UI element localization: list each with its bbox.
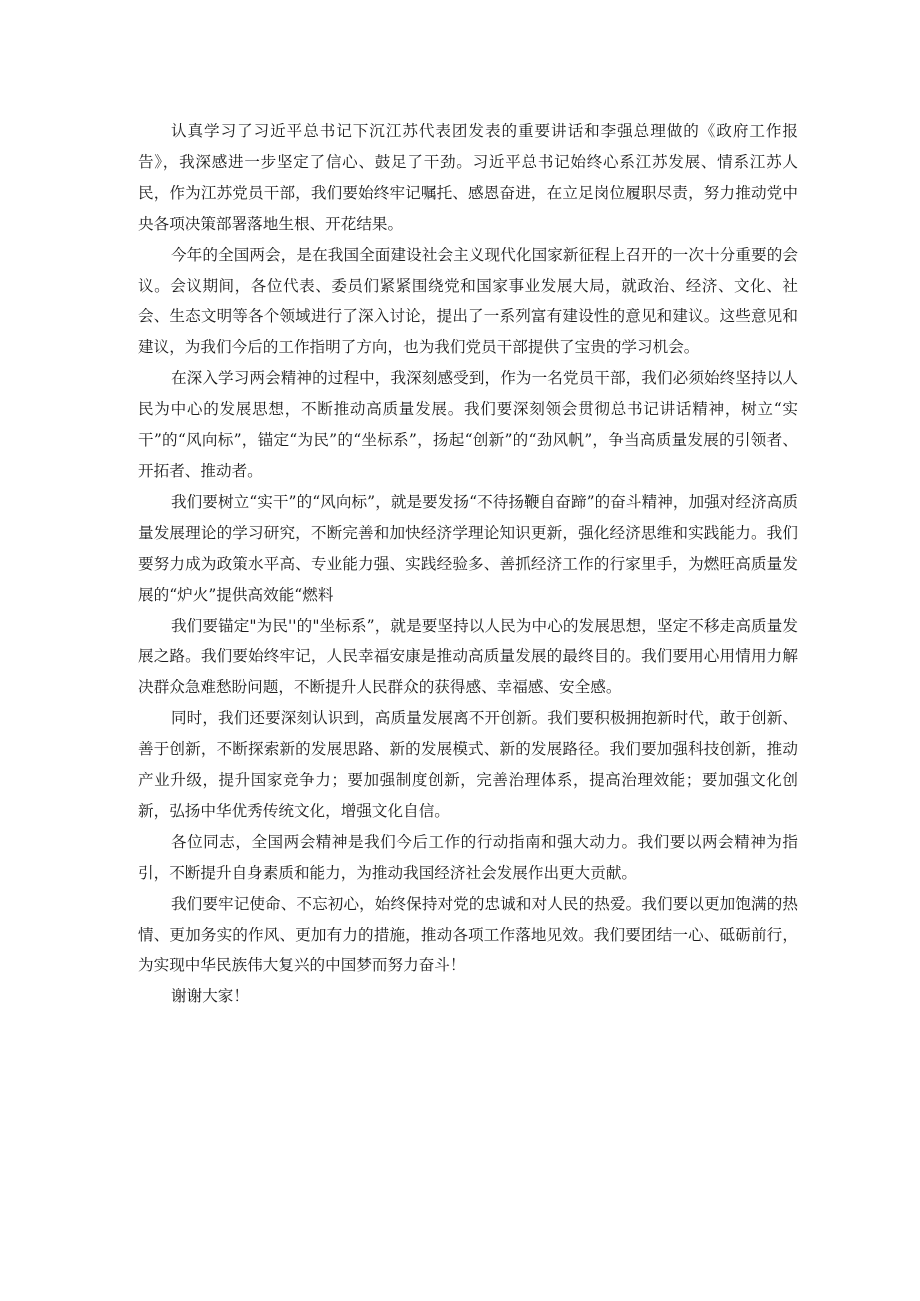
paragraph-4: 我们要树立“实干”的“风向标”，就是要发扬“不待扬鞭自奋蹄”的奋斗精神，加强对经济高质量发展理论的学习研究，不断完善和加快经济学理论知识更新，强化经济思维和实践能力。我们要努力成为政策水平高、专业能力强、实践经验多、善抓经济工作的行家里手，为燃旺高质量发展的“炉火”提供高效能“燃料 <box>138 492 798 604</box>
paragraph-2: 今年的全国两会，是在我国全面建设社会主义现代化国家新征程上召开的一次十分重要的会议。会议期间，各位代表、委员们紧紧围绕党和国家事业发展大局，就政治、经济、文化、社会、生态文明等各个领域进行了深入讨论，提出了一系列富有建设性的意见和建议。这些意见和建议，为我们今后的工作指明了方向，也为我们党员干部提供了宝贵的学习机会。 <box>138 245 798 357</box>
paragraph-6: 同时，我们还要深刻认识到，高质量发展离不开创新。我们要积极拥抱新时代，敢于创新、善于创新，不断探索新的发展思路、新的发展模式、新的发展路径。我们要加强科技创新，推动产业升级，提升国家竞争力；要加强制度创新，完善治理体系，提高治理效能；要加强文化创新，弘扬中华优秀传统文化，增强文化自信。 <box>138 709 798 820</box>
closing-line: 谢谢大家！ <box>171 987 249 1006</box>
paragraph-7: 各位同志，全国两会精神是我们今后工作的行动指南和强大动力。我们要以两会精神为指引，不断提升自身素质和能力，为推动我国经济社会发展作出更大贡献。 <box>138 832 798 882</box>
paragraph-3: 在深入学习两会精神的过程中，我深刻感受到，作为一名党员干部，我们必须始终坚持以人民为中心的发展思想，不断推动高质量发展。我们要深刻领会贯彻总书记讲话精神，树立“实干”的“风向标”，锚定“为民”的“坐标系”，扬起“创新”的“劲风帆”，争当高质量发展的引领者、开拓者、推动者。 <box>138 369 798 480</box>
paragraph-8: 我们要牢记使命、不忘初心，始终保持对党的忠诚和对人民的热爱。我们要以更加饱满的热情、更加务实的作风、更加有力的措施，推动各项工作落地见效。我们要团结一心、砥砺前行，为实现中华民族伟大复兴的中国梦而努力奋斗！ <box>138 894 798 975</box>
paragraph-1: 认真学习了习近平总书记下沉江苏代表团发表的重要讲话和李强总理做的《政府工作报告》，我深感进一步坚定了信心、鼓足了干劲。习近平总书记始终心系江苏发展、情系江苏人民，作为江苏党员干部，我们要始终牢记嘱托、感恩奋进，在立足岗位履职尽责，努力推动党中央各项决策部署落地生根、开花结果。 <box>138 122 798 233</box>
paragraph-5: 我们要锚定"为民''的"坐标系”，就是要坚持以人民为中心的发展思想，坚定不移走高质量发展之路。我们要始终牢记，人民幸福安康是推动高质量发展的最终目的。我们要用心用情用力解决群众急难愁盼问题，不断提升人民群众的获得感、幸福感、安全感。 <box>138 616 798 697</box>
document-body <box>138 116 798 1012</box>
